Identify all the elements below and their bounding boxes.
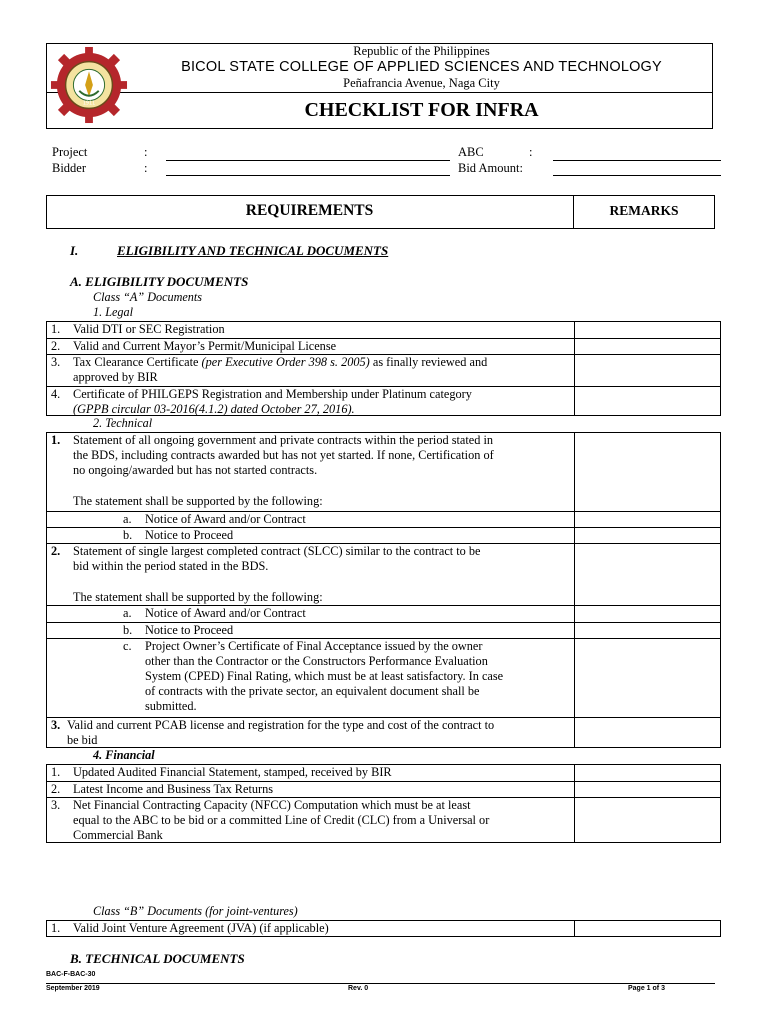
abc-field[interactable] (553, 160, 721, 161)
table-row: 1. Valid DTI or SEC Registration (51, 322, 225, 336)
financial-subheading: 4. Financial (93, 748, 155, 762)
section-a-title: A. ELIGIBILITY DOCUMENTS (70, 274, 249, 289)
footer-rule (46, 983, 715, 984)
header-republic: Republic of the Philippines (353, 44, 490, 58)
bidder-colon: : (144, 161, 148, 175)
class-b-table (46, 920, 721, 937)
section-1-number: I. (70, 243, 79, 258)
table-row: 3. Valid and current PCAB license and registration for the type and cost of the contract to be bid (47, 717, 720, 749)
bidder-field[interactable] (166, 175, 450, 176)
page-title: CHECKLIST FOR INFRA (304, 99, 539, 121)
table-row: 3. Net Financial Contracting Capacity (NFCC) Computation which must be at least equal to the ABC to be bid or a committed Line of Credit (CLC) from a Universal or Commercial Bank (47, 797, 720, 844)
table-row: a. Notice of Award and/or Contract (47, 511, 720, 527)
table-row: 1. Valid Joint Venture Agreement (JVA) (if applicable) (51, 921, 329, 935)
table-row: 2. Statement of single largest completed contract (SLCC) similar to the contract to be bid within the period stated in the BDS. The statement shall be supported by the following: (47, 543, 720, 605)
project-label: Project (52, 145, 88, 159)
table-row: 1. Updated Audited Financial Statement, stamped, received by BIR (51, 765, 392, 779)
section-b-title: B. TECHNICAL DOCUMENTS (70, 951, 245, 966)
requirements-heading: REQUIREMENTS (245, 202, 374, 219)
project-field[interactable] (166, 160, 450, 161)
legal-item-text: Valid DTI or SEC Registration (73, 322, 225, 336)
header-address: Peñafrancia Avenue, Naga City (343, 76, 500, 90)
bid-amount-label: Bid Amount: (458, 161, 523, 175)
footer-page-number: Page 1 of 3 (628, 985, 665, 992)
logo-year: 1911 (82, 100, 96, 107)
table-row: 4. Certificate of PHILGEPS Registration and Membership under Platinum category (GPPB circular 03-2016(4.1.2) dated October 27, 2016). (47, 386, 720, 417)
class-b-label: Class “B” Documents (for joint-ventures) (93, 904, 298, 918)
abc-label: ABC (458, 145, 484, 159)
table-row: 2. Valid and Current Mayor’s Permit/Municipal License (47, 338, 720, 354)
technical-table (46, 432, 721, 748)
table-row: c. Project Owner’s Certificate of Final Acceptance issued by the owner other than the Contractor or the Constructors Performance Evaluation System (CPED) Final Rating, which must be at least satisfactory. In case of contracts with the private sector, an equivalent document shall be submitted. (47, 638, 720, 717)
footer-form-code: BAC-F-BAC-30 (46, 971, 96, 978)
bid-amount-field[interactable] (553, 175, 721, 176)
project-colon: : (144, 145, 148, 159)
table-row: 3. Tax Clearance Certificate (per Executive Order 398 s. 2005) as finally reviewed and approved by BIR (47, 354, 720, 386)
footer-date: September 2019 (46, 985, 100, 992)
header-college-name: BICOL STATE COLLEGE OF APPLIED SCIENCES AND TECHNOLOGY (181, 59, 662, 75)
table-row: 1. Statement of all ongoing government and private contracts within the period stated in the BDS, including contracts awarded but has not yet started. If none, Certification of no ongoing/awarded but has not started contracts. The statement shall be supported by the following: (51, 433, 494, 508)
abc-colon: : (529, 145, 533, 159)
legal-item-text: Valid and Current Mayor’s Permit/Municipal License (73, 339, 337, 353)
remarks-heading: REMARKS (609, 203, 679, 218)
legal-table (46, 321, 721, 416)
header-divider (46, 92, 713, 93)
bidder-label: Bidder (52, 161, 87, 175)
table-row: a. Notice of Award and/or Contract (47, 605, 720, 622)
legal-subheading: 1. Legal (93, 305, 133, 319)
section-1-title: ELIGIBILITY AND TECHNICAL DOCUMENTS (117, 243, 389, 258)
technical-subheading: 2. Technical (93, 416, 153, 430)
table-row: b. Notice to Proceed (47, 622, 720, 638)
table-row: b. Notice to Proceed (47, 527, 720, 543)
college-seal-logo (50, 46, 128, 124)
table-row: 2. Latest Income and Business Tax Returns (47, 781, 720, 797)
footer-revision: Rev. 0 (348, 985, 369, 992)
class-a-label: Class “A” Documents (93, 290, 203, 304)
financial-table (46, 764, 721, 843)
